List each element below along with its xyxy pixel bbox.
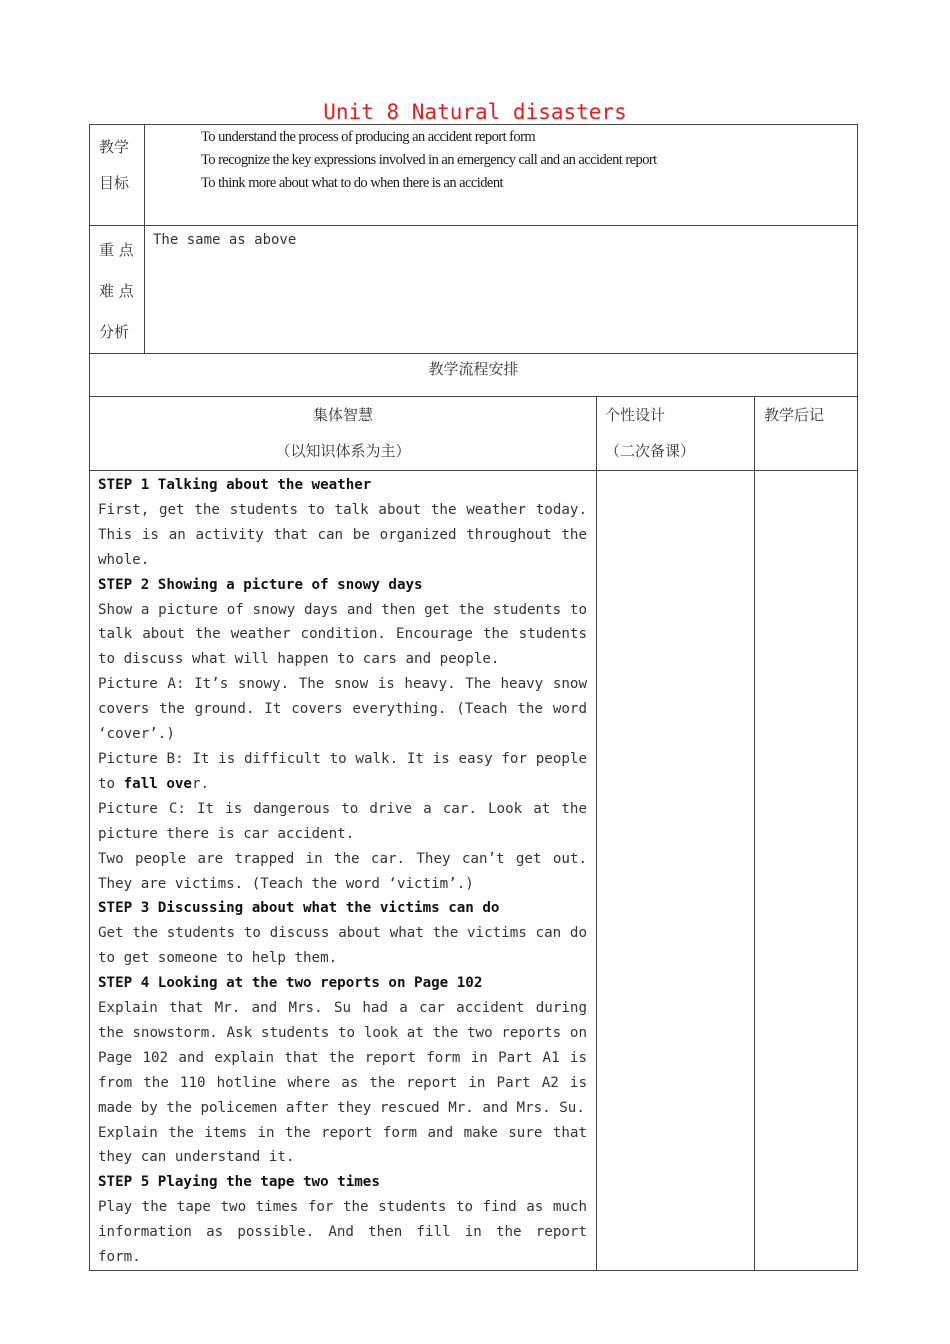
objectives-label-line2: 目标 [99, 174, 130, 192]
step-text: Explain the items in the report form and make sure that they can understand it. [98, 1124, 587, 1166]
reflection-cell [755, 471, 858, 1271]
key-points-label [90, 226, 145, 354]
content-cell [90, 471, 597, 1271]
objective-item: To understand the process of producing an accident report form [201, 129, 536, 145]
objectives-label [90, 125, 145, 226]
col2-header [597, 397, 755, 471]
key-points-label-line1: 重 点 [99, 241, 134, 259]
col1-title: 集体智慧 [312, 406, 373, 424]
picture-a-text: Picture A: It’s snowy. The snow is heavy. The heavy snow covers the ground. It covers everything. (Teach the word ‘cover’.) [98, 676, 587, 743]
objectives-label-line1: 教学 [99, 138, 130, 156]
lesson-plan-table [89, 124, 858, 1271]
column-header-row [90, 397, 858, 471]
step-title: STEP 5 Playing the tape two times [98, 1174, 380, 1191]
step-title: STEP 1 Talking about the weather [98, 477, 372, 493]
personal-design-cell [597, 471, 755, 1271]
step-text: Show a picture of snowy days and then get the students to talk about the weather condition. Encourage the students to discuss what will happen to cars and people. [98, 601, 587, 668]
key-points-label-line2: 难 点 [99, 282, 134, 300]
flow-header-row [90, 354, 858, 397]
key-points-text: The same as above [145, 226, 858, 354]
step-title: STEP 4 Looking at the two reports on Page 102 [98, 975, 483, 992]
key-points-row [90, 226, 858, 354]
step-title: STEP 2 Showing a picture of snowy days [98, 576, 423, 593]
picture-b-post: r. [191, 775, 210, 792]
objective-item: To recognize the key expressions involved in an emergency call and an accident report [201, 152, 657, 168]
col2-subtitle: （二次备课） [605, 442, 696, 460]
objectives-content [145, 125, 858, 226]
content-row [90, 471, 858, 1271]
col3-title: 教学后记 [764, 406, 825, 424]
victims-text: Two people are trapped in the car. They can’t get out. They are victims. (Teach the word ‘victim’.) [98, 850, 587, 892]
col1-subtitle: （以知识体系为主） [275, 442, 411, 460]
objective-item: To think more about what to do when there is an accident [201, 175, 503, 191]
flow-header: 教学流程安排 [90, 354, 858, 397]
step-text: Get the students to discuss about what the victims can do to get someone to help them. [98, 925, 587, 967]
picture-b-pre: Picture B: It is difficult to walk. It is easy for people to [98, 750, 587, 792]
page-title: Unit 8 Natural disasters [323, 100, 627, 124]
objectives-row [90, 125, 858, 226]
step-title: STEP 3 Discussing about what the victims can do [98, 900, 500, 917]
step-text: First, get the students to talk about the weather today. This is an activity that can be organized throughout the whole. [98, 501, 587, 568]
step-text: Play the tape two times for the students to find as much information as possible. And then fill in the report form. [98, 1199, 587, 1266]
col1-header [90, 397, 597, 471]
picture-b-bold: fall ove [123, 775, 192, 792]
key-points-label-line3: 分析 [99, 323, 130, 341]
step-text: Explain that Mr. and Mrs. Su had a car accident during the snowstorm. Ask students to look at the two reports on Page 102 and explain that the report form in Part A1 is from the 110 hotline where as the report in Part A2 is made by the policemen after they rescued Mr. and Mrs. Su. [98, 1000, 587, 1116]
picture-b-text [98, 747, 587, 797]
picture-c-text: Picture C: It is dangerous to drive a car. Look at the picture there is car accident. [98, 800, 587, 842]
col3-header [755, 397, 858, 471]
col2-title: 个性设计 [605, 406, 666, 424]
